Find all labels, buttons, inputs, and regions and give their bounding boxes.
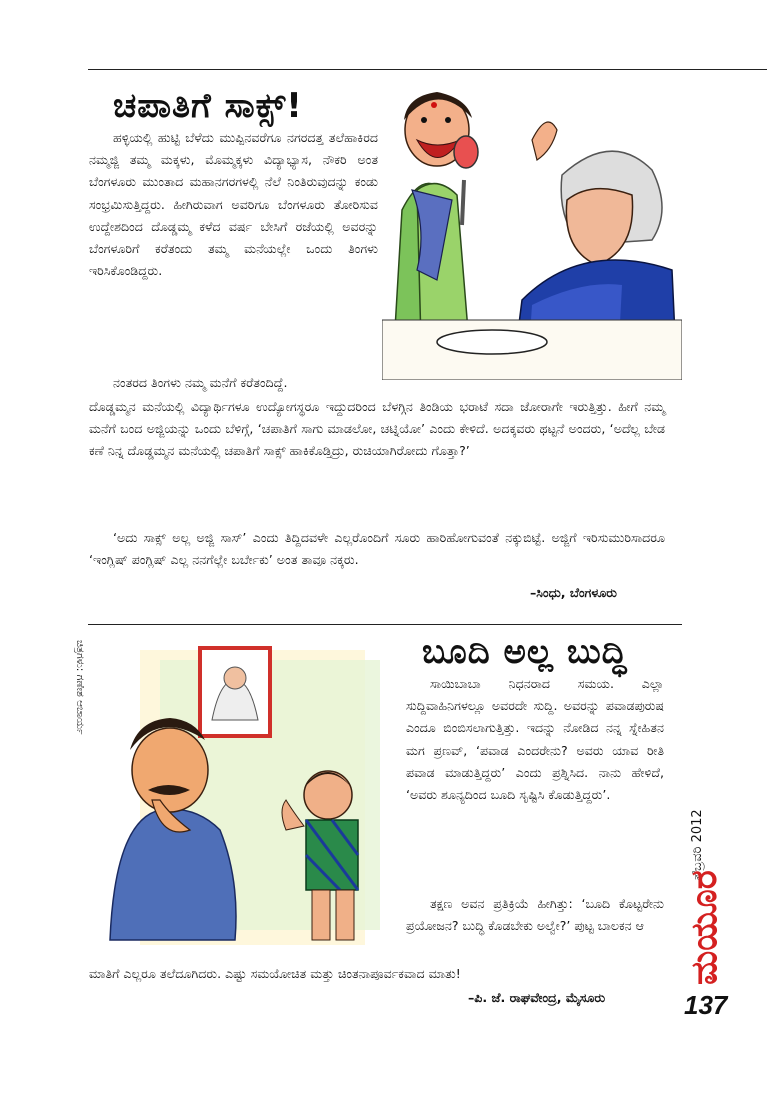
story2-title: ಬೂದಿ ಅಲ್ಲ ಬುದ್ಧಿ bbox=[422, 632, 628, 672]
page-number: 137 bbox=[684, 990, 728, 1020]
story1-illustration bbox=[382, 80, 682, 380]
story2-paragraph: ತಕ್ಷಣ ಅವನ ಪ್ರತಿಕ್ರಿಯೆ ಹೀಗಿತ್ತು: ‘ಬೂದಿ ಕೊಟ್ಟರೇನು ಪ್ರಯೋಜನ? ಬುದ್ಧಿ ಕೊಡಬೇಕು ಅಲ್ವೇ?’ ಪುಟ್ಟ ಬಾಲಕನ ಆ bbox=[406, 896, 664, 934]
story-separator bbox=[88, 624, 682, 625]
magazine-logo-text: ಮಯೂರ bbox=[684, 870, 725, 985]
story2-byline: –ಪಿ. ಜೆ. ರಾಘವೇಂದ್ರ, ಮೈಸೂರು bbox=[468, 990, 606, 1005]
story1-paragraph: ನಂತರದ ತಿಂಗಳು ನಮ್ಮ ಮನೆಗೆ ಕರೆತಂದಿದ್ದೆ. bbox=[113, 375, 288, 390]
story1-paragraph: ದೊಡ್ಡಮ್ಮನ ಮನೆಯಲ್ಲಿ ವಿದ್ಯಾರ್ಥಿಗಳೂ ಉದ್ಯೋಗಸ್ಥರೂ ಇದ್ದುದರಿಂದ ಬೆಳಗ್ಗಿನ ತಿಂಡಿಯ ಭರಾಟೆ ಸದಾ ಜೋರಾಗೇ ಇರುತ್ತಿತ್ತು. ಹೀಗೆ ನಮ್ಮ ಮನೆಗೆ ಬಂದ ಅಜ್ಜಿಯನ್ನು ಒಂದು ಬೆಳಿಗ್ಗೆ, ‘ಚಪಾತಿಗೆ ಸಾಗು ಮಾಡಲೋ, ಚಟ್ನಿಯೋ’ ಎಂದು ಕೇಳಿದೆ. ಅದಕ್ಕವರು ಥಟ್ಟನೆ ಅಂದರು, ‘ಅದೆಲ್ಲ ಬೇಡ ಕಣೆ ನಿನ್ನ ದೊಡ್ಡಮ್ಮನ ಮನೆಯಲ್ಲಿ ಚಪಾತಿಗೆ ಸಾಕ್ಸ್ ಹಾಕಿಕೊಡ್ತಿದ್ರು, ರುಚಿಯಾಗಿರೋದು ಗೊತ್ತಾ?’ bbox=[89, 399, 665, 459]
story1-byline: –ಸಿಂಧು, ಬೆಂಗಳೂರು bbox=[530, 585, 617, 600]
illustration-credit: ಚಿತ್ರಗಳು: ಗಣೇಶ ಆಚಾರ್ಯ bbox=[74, 640, 86, 735]
story2-paragraph: ಮಾತಿಗೆ ಎಲ್ಲರೂ ತಲೆದೂಗಿದರು. ಎಷ್ಟು ಸಮಯೋಚಿತ ಮತ್ತು ಚಿಂತನಾಪೂರ್ವಕವಾದ ಮಾತು! bbox=[89, 966, 461, 981]
story2-illustration bbox=[100, 640, 400, 950]
story2-paragraph: ಸಾಯಿಬಾಬಾ ನಿಧನರಾದ ಸಮಯ. ಎಲ್ಲಾ ಸುದ್ದಿವಾಹಿನಿಗಳಲ್ಲೂ ಅವರದೇ ಸುದ್ದಿ. ಅವರನ್ನು ಪವಾಡಪುರುಷ ಎಂದೂ ಬಿಂಬಿಸಲಾಗುತ್ತಿತ್ತು. ಇದನ್ನು ನೋಡಿದ ನನ್ನ ಸ್ನೇಹಿತನ ಮಗ ಪ್ರಣವ್, ‘ಪವಾಡ ಎಂದರೇನು? ಅವರು ಯಾವ ರೀತಿ ಪವಾಡ ಮಾಡುತ್ತಿದ್ದರು’ ಎಂದು ಪ್ರಶ್ನಿಸಿದ. ನಾನು ಹೇಳಿದೆ, ‘ಅವರು ಶೂನ್ಯದಿಂದ ಬೂದಿ ಸೃಷ್ಟಿಸಿ ಕೊಡುತ್ತಿದ್ದರು’. bbox=[406, 676, 664, 803]
top-rule bbox=[88, 69, 767, 70]
story1-title: ಚಪಾತಿಗೆ ಸಾಕ್ಸ್! bbox=[113, 86, 303, 126]
magazine-logo bbox=[684, 865, 726, 985]
story1-paragraph: ಹಳ್ಳಿಯಲ್ಲಿ ಹುಟ್ಟಿ ಬೆಳೆದು ಮುಪ್ಪಿನವರೆಗೂ ನಗರದತ್ತ ತಲೆಹಾಕಿರದ ನಮ್ಮಜ್ಜಿ ತಮ್ಮ ಮಕ್ಕಳು, ಮೊಮ್ಮಕ್ಕಳು ವಿದ್ಯಾಭ್ಯಾಸ, ನೌಕರಿ ಅಂತ ಬೆಂಗಳೂರು ಮುಂತಾದ ಮಹಾನಗರಗಳಲ್ಲಿ ನೆಲೆ ನಿಂತಿರುವುದನ್ನು ಕಂಡು ಸಂಭ್ರಮಿಸುತ್ತಿದ್ದರು. ಹೀಗಿರುವಾಗ ಅವರಿಗೂ ಬೆಂಗಳೂರು ತೋರಿಸುವ ಉದ್ದೇಶದಿಂದ ದೊಡ್ಡಮ್ಮ ಕಳೆದ ವರ್ಷ ಬೇಸಿಗೆ ರಜೆಯಲ್ಲಿ ಅವರನ್ನು ಬೆಂಗಳೂರಿಗೆ ಕರೆತಂದು ತಮ್ಮ ಮನೆಯಲ್ಲೇ ಒಂದು ತಿಂಗಳು ಇರಿಸಿಕೊಂಡಿದ್ದರು. bbox=[89, 130, 378, 279]
issue-date: ಫೆಬ್ರವರಿ 2012 bbox=[690, 809, 705, 880]
story1-paragraph: ‘ಅದು ಸಾಕ್ಸ್ ಅಲ್ಲ ಅಜ್ಜಿ ಸಾಸ್’ ಎಂದು ತಿದ್ದಿದವಳೇ ಎಲ್ಲರೊಂದಿಗೆ ಸೂರು ಹಾರಿಹೋಗುವಂತೆ ನಕ್ಕುಬಿಟ್ಟೆ. ಅಜ್ಜಿಗೆ ಇರಿಸುಮುರಿಸಾದರೂ ‘ಇಂಗ್ಲಿಷ್ ಪಂಗ್ಲಿಷ್ ಎಲ್ಲ ನನಗೆಲ್ಲೇ ಬರ್ಬೇಕು’ ಅಂತ ತಾವೂ ನಕ್ಕರು. bbox=[89, 530, 665, 568]
